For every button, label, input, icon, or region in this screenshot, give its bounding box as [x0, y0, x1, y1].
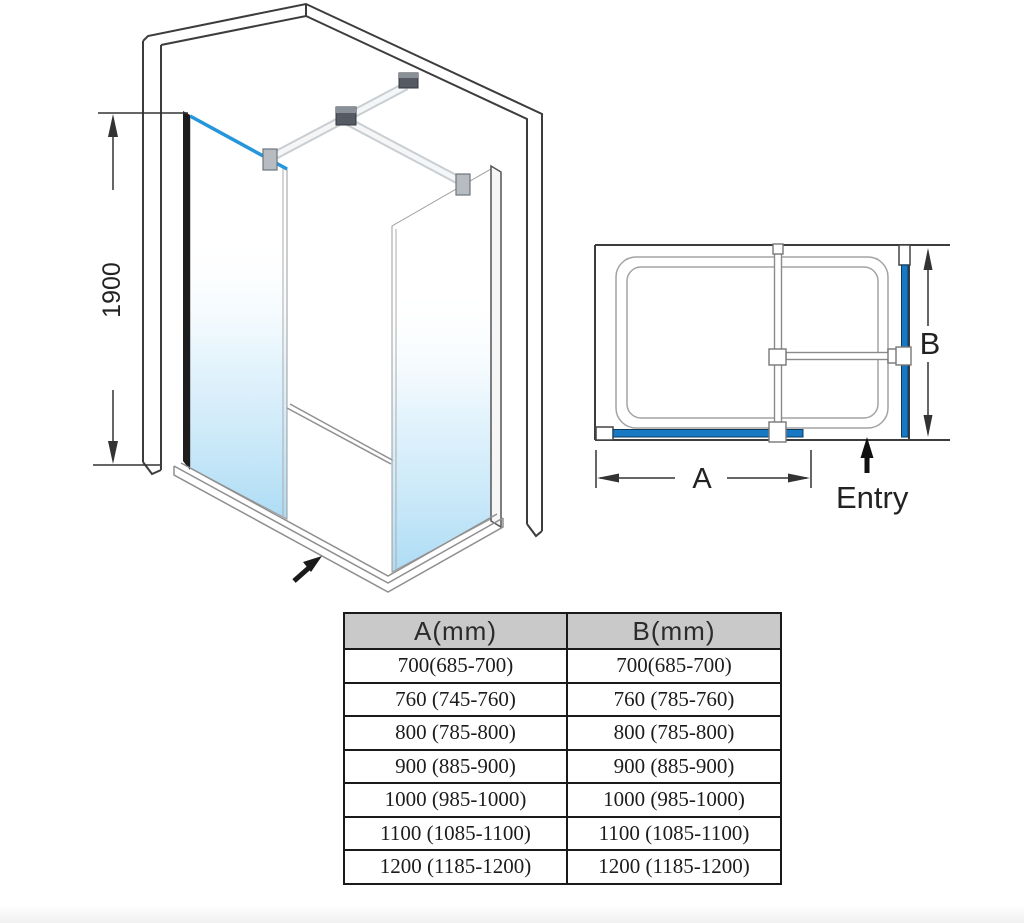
cell-b: 1000 (985-1000) — [567, 783, 781, 817]
cell-b: 900 (885-900) — [567, 750, 781, 784]
plan-wall-profile-a — [596, 427, 613, 440]
iso-view-drawing — [93, 4, 542, 592]
table-row — [344, 850, 781, 884]
wall-profile-right — [491, 166, 501, 527]
entry-label: Entry — [836, 480, 909, 515]
wall-mount-bracket — [399, 73, 418, 88]
table-row — [344, 649, 781, 683]
right-glass-panel — [392, 166, 501, 572]
cell-b: 700(685-700) — [567, 649, 781, 683]
cell-a: 1200 (1185-1200) — [344, 850, 567, 884]
dimension-a — [596, 450, 811, 495]
cell-a: 900 (885-900) — [344, 750, 567, 784]
dimension-a-label: A — [692, 463, 712, 495]
table-row — [344, 716, 781, 750]
wall-profile-left — [183, 111, 190, 470]
tee-connector — [336, 107, 356, 125]
plan-support-bars — [769, 244, 911, 442]
dimension-b-label: B — [919, 326, 941, 361]
cell-b: 1200 (1185-1200) — [567, 850, 781, 884]
cell-a: 760 (745-760) — [344, 683, 567, 717]
cell-b: 800 (785-800) — [567, 716, 781, 750]
tray-back-rim — [287, 404, 394, 464]
plan-bar-vertical — [775, 246, 782, 427]
plan-tray-outline — [616, 257, 888, 428]
entry-callout — [836, 437, 909, 515]
table-row — [344, 817, 781, 851]
table-row — [344, 750, 781, 784]
cell-b: 1100 (1085-1100) — [567, 817, 781, 851]
support-bars — [263, 73, 470, 195]
column-header-b: B(mm) — [567, 613, 781, 649]
cell-a: 800 (785-800) — [344, 716, 567, 750]
height-dimension-label: 1900 — [98, 262, 126, 318]
page-bottom-tint — [0, 905, 1024, 923]
entry-arrow-iso — [294, 556, 322, 581]
cell-a: 1000 (985-1000) — [344, 783, 567, 817]
size-table-header-row — [344, 613, 781, 649]
table-row — [344, 683, 781, 717]
height-dimension — [93, 113, 188, 465]
left-glass-panel — [183, 111, 287, 519]
cell-b: 760 (785-760) — [567, 683, 781, 717]
table-row — [344, 783, 781, 817]
plan-room-outline — [595, 245, 950, 440]
plan-bar-horizontal — [786, 353, 890, 360]
plan-panel-b — [899, 245, 910, 437]
plan-wall-profile-b — [899, 245, 910, 265]
dimension-b — [920, 248, 941, 437]
glass-clamp-left — [263, 149, 277, 170]
column-header-a: A(mm) — [344, 613, 567, 649]
cell-a: 1100 (1085-1100) — [344, 817, 567, 851]
glass-clamp-right — [456, 174, 470, 195]
size-table — [343, 612, 782, 885]
plan-view-drawing — [595, 244, 950, 515]
cell-a: 700(685-700) — [344, 649, 567, 683]
